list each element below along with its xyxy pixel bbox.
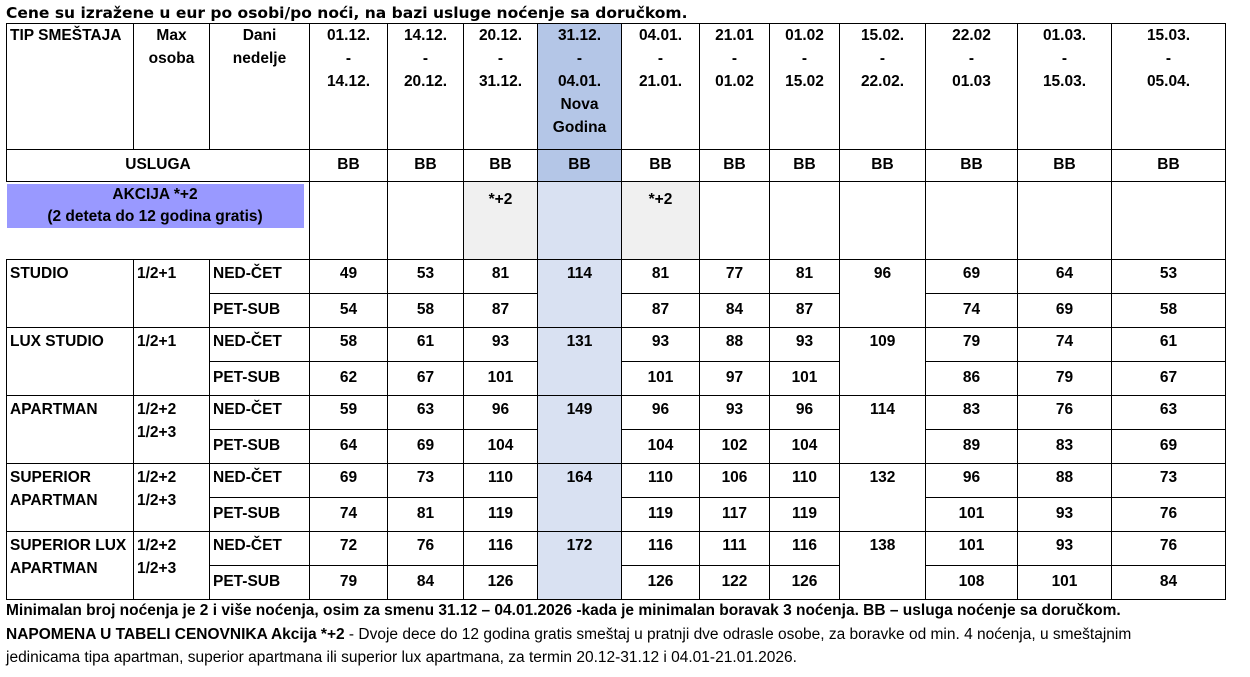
usluga-cell: BB (622, 150, 700, 182)
price-cell: 69 (926, 260, 1018, 294)
price-cell: 69 (310, 464, 388, 498)
usluga-cell: BB (770, 150, 840, 182)
akcija-cell (538, 182, 622, 260)
table-row (7, 328, 1226, 362)
notes (6, 599, 1250, 670)
price-cell: 110 (464, 464, 538, 498)
price-cell: 101 (770, 362, 840, 396)
price-cell: 54 (310, 294, 388, 328)
header-max: Max osoba (134, 24, 210, 150)
price-cell: 58 (310, 328, 388, 362)
max-persons: 1/2+2 1/2+3 (134, 464, 210, 532)
price-cell: 63 (1112, 396, 1226, 430)
price-cell: 96 (926, 464, 1018, 498)
price-cell: 63 (388, 396, 464, 430)
price-cell: 86 (926, 362, 1018, 396)
price-cell: 101 (622, 362, 700, 396)
header-period-9: 22.02 - 01.03 (926, 24, 1018, 150)
max-persons: 1/2+2 1/2+3 (134, 532, 210, 600)
day-range: PET-SUB (210, 430, 310, 464)
price-cell: 122 (700, 566, 770, 600)
price-cell: 73 (1112, 464, 1226, 498)
price-cell: 58 (1112, 294, 1226, 328)
room-type: SUPERIOR APARTMAN (7, 464, 134, 532)
price-cell: 87 (770, 294, 840, 328)
price-cell: 96 (770, 396, 840, 430)
akcija-cell (700, 182, 770, 260)
price-cell: 101 (926, 498, 1018, 532)
usluga-cell: BB (926, 150, 1018, 182)
price-cell: 126 (464, 566, 538, 600)
akcija-cell (1112, 182, 1226, 260)
price-cell: 93 (464, 328, 538, 362)
header-row (7, 24, 1226, 150)
table-row (7, 396, 1226, 430)
usluga-cell: BB (840, 150, 926, 182)
day-range: NED-ČET (210, 532, 310, 566)
header-tip: TIP SMEŠTAJA (7, 24, 134, 150)
price-cell: 101 (926, 532, 1018, 566)
header-period-6: 21.01 - 01.02 (700, 24, 770, 150)
header-period-1: 01.12. - 14.12. (310, 24, 388, 150)
usluga-cell: BB (700, 150, 770, 182)
price-cell: 74 (926, 294, 1018, 328)
day-range: PET-SUB (210, 294, 310, 328)
price-cell: 93 (1018, 532, 1112, 566)
price-cell: 76 (388, 532, 464, 566)
room-type: STUDIO (7, 260, 134, 328)
table-row (7, 260, 1226, 294)
akcija-cell (310, 182, 388, 260)
room-type: APARTMAN (7, 396, 134, 464)
price-cell: 110 (770, 464, 840, 498)
day-range: NED-ČET (210, 464, 310, 498)
price-cell: 126 (770, 566, 840, 600)
price-cell: 97 (700, 362, 770, 396)
price-cell: 79 (926, 328, 1018, 362)
day-range: PET-SUB (210, 566, 310, 600)
price-cell: 96 (464, 396, 538, 430)
price-cell: 114 (840, 396, 926, 464)
price-cell: 119 (622, 498, 700, 532)
header-period-5: 04.01. - 21.01. (622, 24, 700, 150)
usluga-row (7, 150, 1226, 182)
price-cell: 93 (770, 328, 840, 362)
akcija-cell-mark: *+2 (622, 182, 700, 260)
price-cell: 116 (770, 532, 840, 566)
price-cell: 119 (464, 498, 538, 532)
price-cell: 58 (388, 294, 464, 328)
day-range: NED-ČET (210, 260, 310, 294)
usluga-cell: BB (538, 150, 622, 182)
price-cell: 77 (700, 260, 770, 294)
akcija-cell (388, 182, 464, 260)
room-type: LUX STUDIO (7, 328, 134, 396)
header-period-3: 20.12. - 31.12. (464, 24, 538, 150)
price-cell: 76 (1018, 396, 1112, 430)
price-table (6, 23, 1226, 600)
price-cell: 104 (464, 430, 538, 464)
price-cell: 59 (310, 396, 388, 430)
price-cell: 84 (388, 566, 464, 600)
price-cell: 96 (622, 396, 700, 430)
header-period-8: 15.02. - 22.02. (840, 24, 926, 150)
price-cell: 93 (1018, 498, 1112, 532)
header-period-7: 01.02 - 15.02 (770, 24, 840, 150)
max-persons: 1/2+1 (134, 328, 210, 396)
price-cell: 62 (310, 362, 388, 396)
usluga-cell: BB (464, 150, 538, 182)
price-cell: 81 (622, 260, 700, 294)
price-cell: 79 (1018, 362, 1112, 396)
price-cell: 96 (840, 260, 926, 328)
price-cell: 87 (464, 294, 538, 328)
price-cell: 67 (388, 362, 464, 396)
table-row (7, 464, 1226, 498)
price-cell: 93 (622, 328, 700, 362)
price-cell: 74 (1018, 328, 1112, 362)
price-cell: 83 (1018, 430, 1112, 464)
note-line-1: Minimalan broj noćenja je 2 i više noćenja, osim za smenu 31.12 – 04.01.2026 -kada je minimalan boravak 3 noćenja. BB – usluga noćenje sa doručkom. (6, 602, 1121, 619)
header-period-2: 14.12. - 20.12. (388, 24, 464, 150)
price-cell: 81 (388, 498, 464, 532)
price-cell: 102 (700, 430, 770, 464)
price-cell: 49 (310, 260, 388, 294)
price-cell: 172 (538, 532, 622, 600)
price-cell: 88 (700, 328, 770, 362)
akcija-cell-mark: *+2 (464, 182, 538, 260)
note-line-3: jedinicama tipa apartman, superior apartmana ili superior lux apartmana, za termin 20.12-31.12 i 04.01-21.01.2026. (6, 649, 797, 666)
price-cell: 138 (840, 532, 926, 600)
price-cell: 164 (538, 464, 622, 532)
header-period-10: 01.03. - 15.03. (1018, 24, 1112, 150)
day-range: NED-ČET (210, 396, 310, 430)
day-range: PET-SUB (210, 362, 310, 396)
price-cell: 119 (770, 498, 840, 532)
price-cell: 116 (464, 532, 538, 566)
price-cell: 110 (622, 464, 700, 498)
price-cell: 69 (388, 430, 464, 464)
usluga-label: USLUGA (7, 150, 310, 182)
price-cell: 109 (840, 328, 926, 396)
price-cell: 76 (1112, 532, 1226, 566)
day-range: PET-SUB (210, 498, 310, 532)
akcija-cell (1018, 182, 1112, 260)
price-cell: 126 (622, 566, 700, 600)
price-cell: 101 (1018, 566, 1112, 600)
price-rows (7, 260, 1226, 600)
header-period-11: 15.03. - 05.04. (1112, 24, 1226, 150)
price-cell: 79 (310, 566, 388, 600)
price-cell: 131 (538, 328, 622, 396)
header-dani: Dani nedelje (210, 24, 310, 150)
akcija-cell (926, 182, 1018, 260)
price-cell: 73 (388, 464, 464, 498)
price-cell: 53 (1112, 260, 1226, 294)
price-cell: 116 (622, 532, 700, 566)
price-cell: 53 (388, 260, 464, 294)
price-cell: 149 (538, 396, 622, 464)
price-cell: 104 (770, 430, 840, 464)
page-title: Cene su izražene u eur po osobi/po noći, na bazi usluge noćenje sa doručkom. (6, 4, 688, 22)
price-cell: 67 (1112, 362, 1226, 396)
usluga-cell: BB (1112, 150, 1226, 182)
akcija-label: AKCIJA *+2 (2 deteta do 12 godina gratis) (7, 182, 310, 260)
price-cell: 84 (700, 294, 770, 328)
usluga-cell: BB (1018, 150, 1112, 182)
akcija-cell (770, 182, 840, 260)
price-cell: 84 (1112, 566, 1226, 600)
room-type: SUPERIOR LUX APARTMAN (7, 532, 134, 600)
note-line-2: NAPOMENA U TABELI CENOVNIKA Akcija *+2 - Dvoje dece do 12 godina gratis smeštaj u pratnji dve odrasle osobe, za boravke od min. 4 noćenja, u smeštajnim (6, 625, 1132, 643)
price-cell: 104 (622, 430, 700, 464)
price-cell: 76 (1112, 498, 1226, 532)
usluga-cell: BB (310, 150, 388, 182)
price-cell: 81 (464, 260, 538, 294)
price-cell: 108 (926, 566, 1018, 600)
price-cell: 64 (310, 430, 388, 464)
price-cell: 72 (310, 532, 388, 566)
table-row (7, 532, 1226, 566)
price-cell: 81 (770, 260, 840, 294)
price-cell: 101 (464, 362, 538, 396)
price-cell: 93 (700, 396, 770, 430)
usluga-cell: BB (388, 150, 464, 182)
price-cell: 89 (926, 430, 1018, 464)
akcija-cell (840, 182, 926, 260)
price-cell: 61 (1112, 328, 1226, 362)
price-cell: 87 (622, 294, 700, 328)
price-cell: 69 (1018, 294, 1112, 328)
price-cell: 83 (926, 396, 1018, 430)
price-cell: 69 (1112, 430, 1226, 464)
price-cell: 74 (310, 498, 388, 532)
price-cell: 106 (700, 464, 770, 498)
price-cell: 111 (700, 532, 770, 566)
max-persons: 1/2+2 1/2+3 (134, 396, 210, 464)
akcija-row (7, 182, 1226, 260)
price-cell: 114 (538, 260, 622, 328)
day-range: NED-ČET (210, 328, 310, 362)
price-cell: 117 (700, 498, 770, 532)
header-period-4: 31.12. - 04.01. Nova Godina (538, 24, 622, 150)
price-cell: 88 (1018, 464, 1112, 498)
price-cell: 132 (840, 464, 926, 532)
price-cell: 61 (388, 328, 464, 362)
max-persons: 1/2+1 (134, 260, 210, 328)
price-cell: 64 (1018, 260, 1112, 294)
